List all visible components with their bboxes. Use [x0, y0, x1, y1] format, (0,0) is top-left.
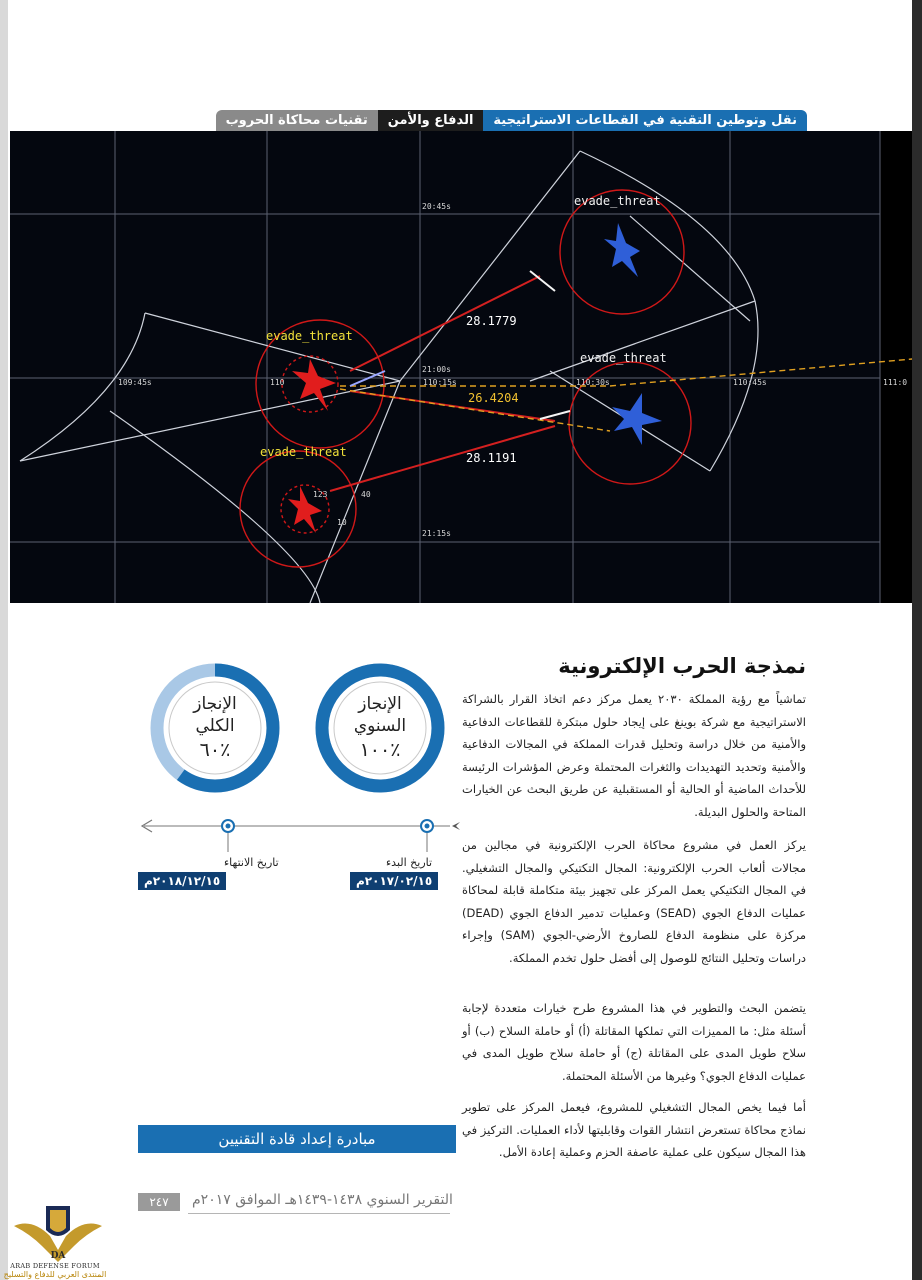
- annual-achievement-gauge: [313, 661, 447, 795]
- total-achievement-gauge: [148, 661, 282, 795]
- evade-threat-label: evade_threat: [574, 194, 661, 208]
- start-date-value: ٢٠١٧/٠٢/١٥م: [350, 872, 438, 890]
- logo-english-text: ARAB DEFENSE FORUM: [10, 1262, 100, 1270]
- timeline-axis: [138, 812, 460, 852]
- project-timeline: [138, 812, 460, 892]
- time-tick: 21:00s: [422, 365, 451, 374]
- mark-label: 10: [337, 518, 347, 527]
- mark-label: 40: [361, 490, 371, 499]
- page-number: ٢٤٧: [138, 1193, 180, 1211]
- end-date-value: ٢٠١٨/١٢/١٥م: [138, 872, 226, 890]
- logo-arabic-text: المنتدى العربي للدفاع والتسليح: [3, 1270, 107, 1279]
- total-achievement-label: [148, 693, 282, 737]
- longitude-tick: 111:0: [883, 378, 908, 387]
- article-paragraph: يتضمن البحث والتطوير في هذا المشروع طرح خيارات متعددة لإجابة أسئلة مثل: ما المميزات التي تملكها المقاتلة (أ) أو حاملة السلاح (ب) أو سلاح طويل المدى على المقاتلة (ج) أو حاملة سلاح طويل المدى في عمليات الدفاع الجوي؟ وغيرها من الأسئلة المحتملة.: [462, 1001, 806, 1083]
- page-edge-dark: [912, 0, 922, 1280]
- breadcrumb-item-technology-transfer[interactable]: نقل وتوطين التقنية في القطاعات الاستراتيجية: [483, 110, 807, 131]
- annual-label-line-2: السنوي: [353, 716, 407, 736]
- radar-display: [10, 131, 912, 603]
- total-achievement-value: ٪٦٠: [199, 739, 231, 761]
- time-tick: 21:15s: [422, 529, 451, 538]
- total-label-line-1: الإنجاز: [193, 694, 237, 714]
- longitude-tick: 110:45s: [733, 378, 767, 387]
- longitude-tick: 110:30s: [576, 378, 610, 387]
- logo-mark: DA: [50, 1251, 66, 1261]
- article-paragraph: تماشياً مع رؤية المملكة ٢٠٣٠ يعمل مركز دعم اتخاذ القرار بالشراكة الاستراتيجية مع شركة بوينغ على إيجاد حلول مبتكرة للقطاعات الدفاعية والأمنية من خلال دراسة وتحليل قدرات المملكة في المجالات الدفاعية والأمنية وتحديد التهديدات والثغرات المحتملة وعرض المؤشرات الرئيسة للأحداث الماضية أو الحالية أو المستقبلية عن طريق البحث عن الخيارات المتاحة والحلول البديلة.: [462, 692, 806, 819]
- article-paragraph: أما فيما يخص المجال التشغيلي للمشروع، فيعمل المركز على تطوير نماذج محاكاة تستعرض انتشار القوات وقابليتها لأداء العمليات. التركيز في هذا المجال سيكون على عملية عاصفة الحزم وعملية إعادة الأمل.: [462, 1100, 806, 1159]
- longitude-tick: 110: [270, 378, 285, 387]
- evade-threat-label: evade_threat: [580, 351, 667, 365]
- time-tick: 20:45s: [422, 202, 451, 211]
- page-edge: [0, 0, 8, 1280]
- simulation-image: [10, 131, 912, 603]
- evade-threat-label: evade_threat: [266, 329, 353, 343]
- longitude-tick: 110:15s: [423, 378, 457, 387]
- breadcrumb: [216, 110, 807, 131]
- total-label-line-2: الكلي: [195, 716, 235, 736]
- distance-label: 28.1191: [466, 451, 517, 465]
- footer-report-title: التقرير السنوي ١٤٣٨-١٤٣٩هـ الموافق ٢٠١٧م: [192, 1192, 453, 1208]
- breadcrumb-item-defense[interactable]: الدفاع والأمن: [378, 110, 484, 131]
- initiative-banner: مبادرة إعداد قادة التقنيين: [138, 1125, 456, 1153]
- annual-achievement-value: ٪١٠٠: [359, 739, 401, 761]
- evade-threat-label: evade_threat: [260, 445, 347, 459]
- distance-label: 26.4204: [468, 391, 519, 405]
- start-date-label: تاريخ البدء: [386, 856, 433, 869]
- end-date-label: تاريخ الانتهاء: [224, 856, 279, 869]
- annual-achievement-label: [313, 693, 447, 737]
- mark-label: 123: [313, 490, 328, 499]
- article-paragraph: يركز العمل في مشروع محاكاة الحرب الإلكترونية في مجالين من مجالات ألعاب الحرب الإلكترونية: المجال التكتيكي والمجال التشغيلي. في المجال التكتيكي يعمل المركز على تجهيز بيئة متكاملة قابلة لمحاكاة عمليات الدفاع الجوي (SEAD) وعمليات تدمير الدفاع الجوي (DEAD) مركزة على منظومة الدفاع للصاروخ الأرضي-الجوي (SAM) وإجراء دراسات وتحليل النتائج للوصول إلى أفضل حلول تخدم المملكة.: [462, 838, 806, 965]
- breadcrumb-item-wargaming[interactable]: تقنيات محاكاة الحروب: [216, 110, 378, 131]
- footer-divider: [188, 1213, 450, 1214]
- longitude-tick: 109:45s: [118, 378, 152, 387]
- annual-label-line-1: الإنجاز: [358, 694, 402, 714]
- section-title: نمذجة الحرب الإلكترونية: [558, 654, 806, 678]
- distance-label: 28.1779: [466, 314, 517, 328]
